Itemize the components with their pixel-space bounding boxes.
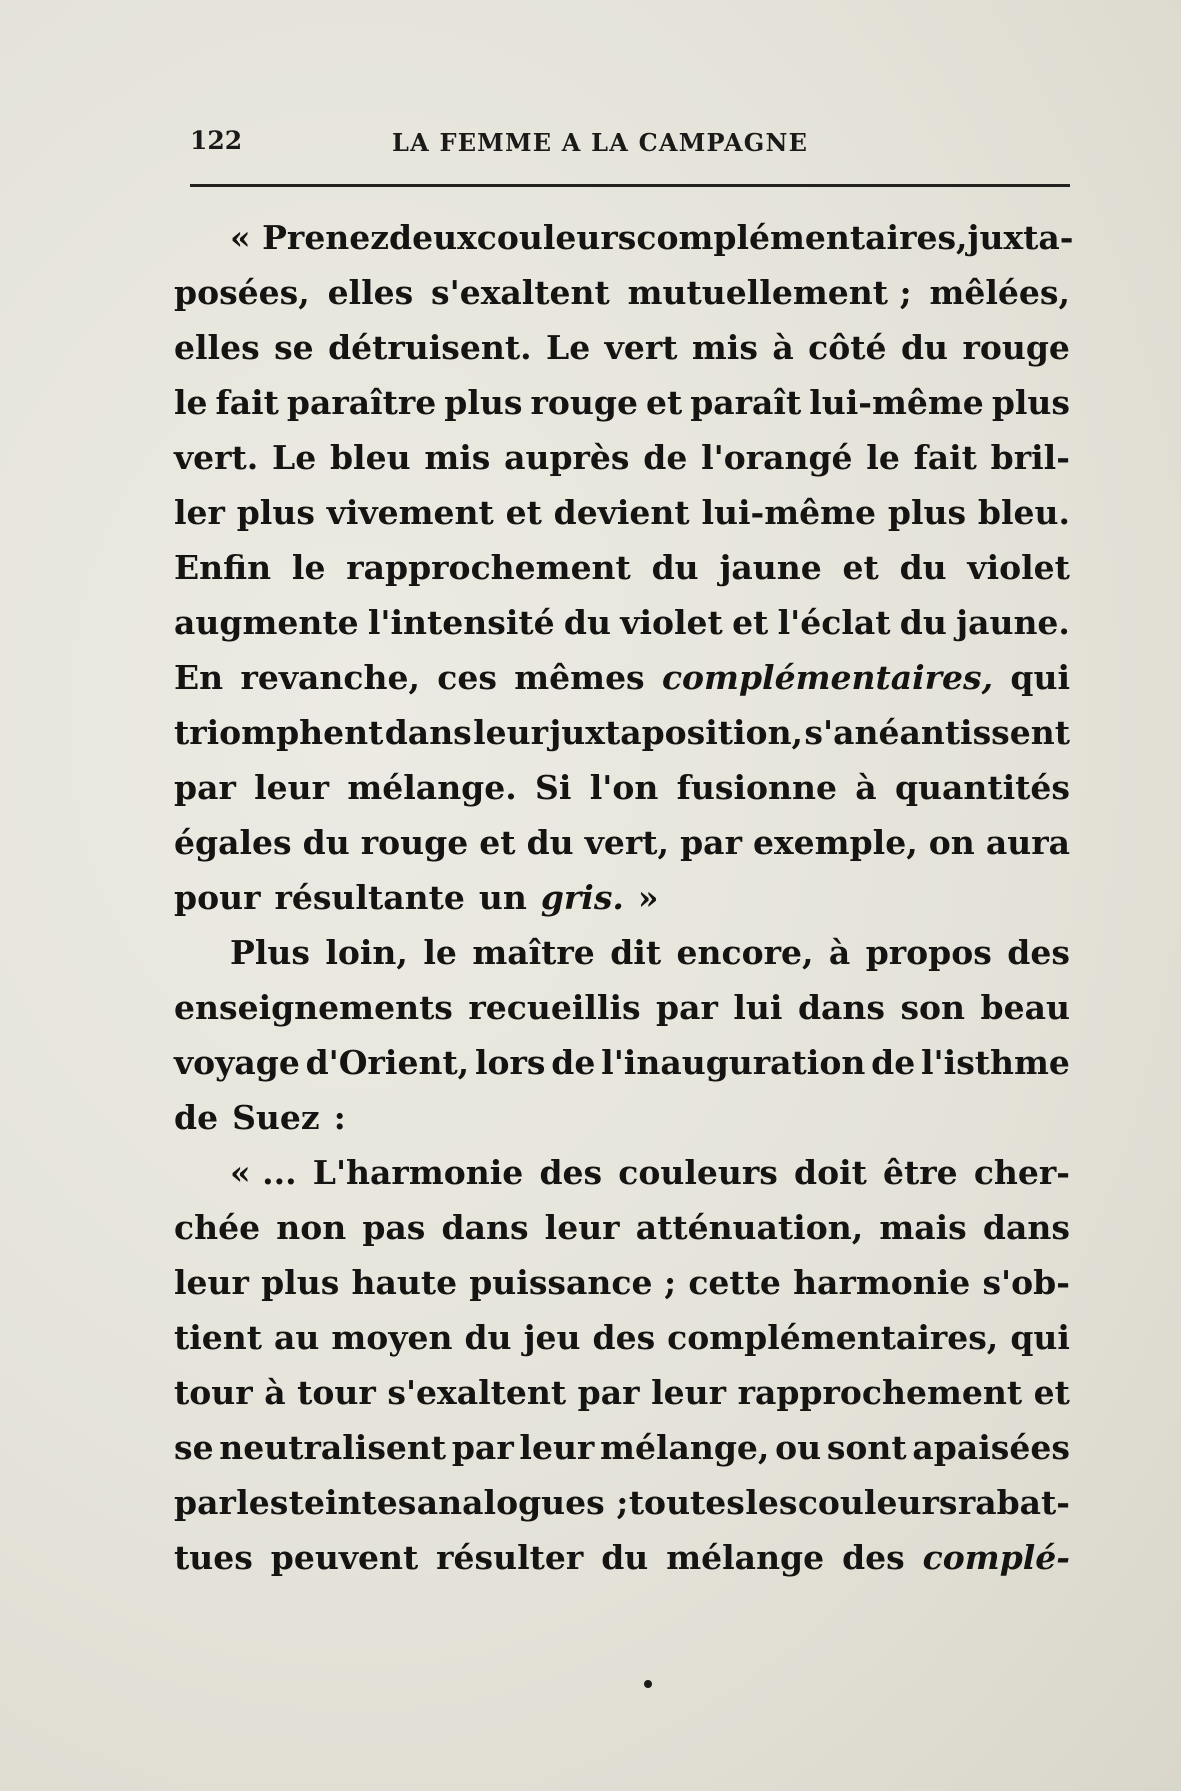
text-line — [174, 1145, 1070, 1200]
word: par — [577, 1373, 640, 1412]
word: mis — [424, 438, 491, 477]
word: triomphent — [174, 713, 384, 752]
word: chée — [174, 1208, 261, 1247]
word: L'harmonie — [312, 1153, 524, 1192]
word: les — [236, 1483, 289, 1522]
word: leur — [174, 1263, 249, 1302]
word: qui — [1010, 1318, 1070, 1357]
word: enseignements — [174, 988, 453, 1027]
word: plus — [261, 1263, 340, 1302]
word: leur — [519, 1428, 595, 1467]
word: paraît — [690, 383, 802, 422]
word: bleu — [329, 438, 411, 477]
word: de — [551, 1043, 596, 1082]
word: jeu — [523, 1318, 581, 1357]
text-line — [174, 705, 1070, 760]
word: vivement — [326, 493, 494, 532]
text-line — [174, 1475, 1070, 1530]
word: bril- — [990, 438, 1070, 477]
word: complémentaires, — [667, 1318, 999, 1357]
word: bleu. — [977, 493, 1070, 532]
word: fait — [215, 383, 279, 422]
word: couleurs — [476, 218, 637, 257]
word: devient — [553, 493, 690, 532]
word: vert. — [174, 438, 259, 477]
header-rule — [190, 184, 1070, 187]
word: En — [174, 658, 224, 697]
word: mélange. — [347, 768, 517, 807]
word: non — [276, 1208, 347, 1247]
word: mêlées, — [929, 273, 1070, 312]
text-line — [174, 265, 1070, 320]
text-line — [174, 1310, 1070, 1365]
word: harmonie — [793, 1263, 971, 1302]
word: le — [174, 383, 208, 422]
word: leur — [544, 1208, 620, 1247]
word: tient — [174, 1318, 263, 1357]
word: augmente — [174, 603, 359, 642]
word: du — [899, 548, 947, 587]
word: mélange, — [600, 1428, 770, 1467]
text-line — [174, 540, 1070, 595]
word: aura — [985, 823, 1070, 862]
word: du — [302, 823, 350, 862]
word: le — [423, 933, 457, 972]
text-line — [174, 1035, 1070, 1090]
word: lui-même — [701, 493, 877, 532]
word: pour — [174, 878, 261, 917]
word: Le — [546, 328, 591, 367]
word: paraître — [286, 383, 437, 422]
word: quantités — [894, 768, 1070, 807]
text-line — [174, 1530, 1070, 1585]
word: leur — [254, 768, 330, 807]
text-line — [174, 815, 1070, 870]
word: s'anéantissent — [804, 713, 1070, 752]
word: leur — [473, 713, 549, 752]
word: mêmes — [514, 658, 645, 697]
word: des — [539, 1153, 603, 1192]
word: « ... — [230, 1153, 297, 1192]
word: tour — [174, 1373, 253, 1412]
word: à — [828, 933, 851, 972]
word: jaune — [719, 548, 822, 587]
word: vert, — [584, 823, 670, 862]
word: se — [274, 328, 314, 367]
word: doit — [794, 1153, 867, 1192]
word: détruisent. — [328, 328, 532, 367]
word: plus — [444, 383, 523, 422]
word: être — [883, 1153, 958, 1192]
text-line — [174, 375, 1070, 430]
word: Si — [535, 768, 572, 807]
word: du — [526, 823, 574, 862]
word: un — [478, 878, 527, 917]
running-title: LA FEMME A LA CAMPAGNE — [392, 128, 809, 157]
word: du — [563, 603, 611, 642]
word: atténuation, — [635, 1208, 864, 1247]
text-line — [174, 595, 1070, 650]
word: recueillis — [468, 988, 641, 1027]
word: résultante — [274, 878, 465, 917]
word: mis — [691, 328, 758, 367]
word: du — [900, 328, 949, 367]
word: et — [842, 548, 879, 587]
word: complémentaires, — [636, 218, 968, 257]
word: couleurs — [797, 1483, 958, 1522]
word: voyage — [174, 1043, 300, 1082]
word: égales — [174, 823, 292, 862]
word: juxtaposition, — [549, 713, 804, 752]
word: rouge — [962, 328, 1070, 367]
word: et — [732, 603, 769, 642]
word: mélange — [666, 1538, 825, 1577]
word: complémentaires, — [661, 658, 994, 697]
word: du — [899, 603, 947, 642]
word: et — [645, 383, 683, 422]
word: cher- — [973, 1153, 1070, 1192]
word: à — [264, 1373, 286, 1412]
word: les — [745, 1483, 798, 1522]
word: cette — [688, 1263, 781, 1302]
word: violet — [967, 548, 1070, 587]
word: exemple, — [753, 823, 918, 862]
word: rouge — [360, 823, 469, 862]
word: ces — [437, 658, 497, 697]
word: de — [174, 1098, 219, 1137]
word: par — [656, 988, 718, 1027]
word: à — [855, 768, 877, 807]
word: jaune. — [956, 603, 1070, 642]
text-line — [174, 430, 1070, 485]
word: elles — [174, 328, 260, 367]
word: pas — [362, 1208, 426, 1247]
text-line — [174, 210, 1074, 265]
word: l'éclat — [777, 603, 891, 642]
word: gris. — [540, 878, 624, 917]
word: qui — [1010, 658, 1070, 697]
word: haute — [351, 1263, 458, 1302]
word: s'exaltent — [387, 1373, 567, 1412]
word: teintes — [288, 1483, 417, 1522]
word: résulter — [436, 1538, 584, 1577]
word: dans — [384, 713, 472, 752]
word: le — [291, 548, 326, 587]
word: puissance ; — [469, 1263, 677, 1302]
word: lui-même — [809, 383, 984, 422]
word: leur — [651, 1373, 726, 1412]
word: par — [174, 1483, 236, 1522]
word: l'intensité — [367, 603, 555, 642]
word: et — [1033, 1373, 1070, 1412]
word: dit — [610, 933, 662, 972]
footer-ornament — [644, 1680, 652, 1688]
word: d'Orient, — [305, 1043, 470, 1082]
word: ler — [174, 493, 225, 532]
word: rapprochement — [737, 1373, 1023, 1412]
word: : — [333, 1098, 346, 1137]
word: mais — [879, 1208, 967, 1247]
text-line — [174, 1200, 1070, 1255]
word: son — [900, 988, 966, 1027]
word: de — [643, 438, 688, 477]
word: dans — [441, 1208, 529, 1247]
word: plus — [887, 493, 967, 532]
word: toutes — [628, 1483, 745, 1522]
word: Enfin — [174, 548, 272, 587]
text-line — [174, 1420, 1070, 1475]
word: juxta- — [967, 218, 1074, 257]
word: plus — [236, 493, 315, 532]
page-header — [190, 126, 1070, 166]
word: dans — [797, 988, 885, 1027]
word: l'orangé — [701, 438, 853, 477]
word: mutuellement ; — [627, 273, 912, 312]
body-text — [174, 210, 1074, 1585]
word: Le — [272, 438, 317, 477]
word: complé- — [922, 1538, 1070, 1577]
word: du — [651, 548, 699, 587]
word: côté — [808, 328, 887, 367]
word: analogues ; — [416, 1483, 629, 1522]
text-line — [174, 1090, 1070, 1145]
word: du — [464, 1318, 512, 1357]
word: rapprochement — [346, 548, 631, 587]
word: s'ob- — [982, 1263, 1070, 1302]
text-line — [174, 650, 1070, 705]
text-line — [174, 485, 1070, 540]
word: et — [505, 493, 542, 532]
text-line — [174, 1255, 1070, 1310]
word: lui — [733, 988, 783, 1027]
word: s'exaltent — [431, 273, 610, 312]
word: Plus — [230, 933, 310, 972]
word: lors — [474, 1043, 546, 1082]
word: rouge — [530, 383, 638, 422]
word: rabat- — [957, 1483, 1070, 1522]
text-line — [174, 925, 1070, 980]
word: tues — [174, 1538, 253, 1577]
word: à — [772, 328, 794, 367]
word: deux — [389, 218, 477, 257]
text-line — [174, 1365, 1070, 1420]
word: des — [842, 1538, 905, 1577]
text-line — [174, 760, 1070, 815]
word: sont — [826, 1428, 907, 1467]
word: peuvent — [270, 1538, 419, 1577]
word: des — [592, 1318, 656, 1357]
word: plus — [991, 383, 1070, 422]
word: vert — [604, 328, 678, 367]
word: beau — [980, 988, 1070, 1027]
word: couleurs — [618, 1153, 778, 1192]
word: le — [866, 438, 900, 477]
word: neutralisent — [219, 1428, 447, 1467]
word: maître — [472, 933, 595, 972]
word: par — [174, 768, 236, 807]
word: encore, — [676, 933, 814, 972]
word: loin, — [325, 933, 408, 972]
word: l'inauguration — [601, 1043, 866, 1082]
text-line — [174, 870, 1070, 925]
word: au — [274, 1318, 320, 1357]
word: « Prenez — [230, 218, 390, 257]
page-number: 122 — [190, 126, 243, 155]
word: par — [451, 1428, 514, 1467]
word: par — [680, 823, 742, 862]
word: violet — [620, 603, 723, 642]
word: fait — [913, 438, 977, 477]
word: on — [928, 823, 975, 862]
word: posées, — [174, 273, 310, 312]
word: moyen — [331, 1318, 453, 1357]
word: du — [601, 1538, 649, 1577]
word: propos — [865, 933, 992, 972]
word: auprès — [504, 438, 630, 477]
word: ou — [775, 1428, 822, 1467]
word: et — [479, 823, 516, 862]
word: » — [637, 878, 659, 917]
word: apaisées — [912, 1428, 1070, 1467]
word: des — [1007, 933, 1070, 972]
word: l'on — [589, 768, 659, 807]
word: l'isthme — [921, 1043, 1070, 1082]
word: elles — [327, 273, 414, 312]
word: de — [871, 1043, 916, 1082]
text-line — [174, 320, 1070, 375]
word: dans — [982, 1208, 1070, 1247]
word: tour — [297, 1373, 376, 1412]
word: fusionne — [676, 768, 837, 807]
word: Suez — [232, 1098, 320, 1137]
word: se — [174, 1428, 214, 1467]
text-line — [174, 980, 1070, 1035]
word: revanche, — [240, 658, 420, 697]
